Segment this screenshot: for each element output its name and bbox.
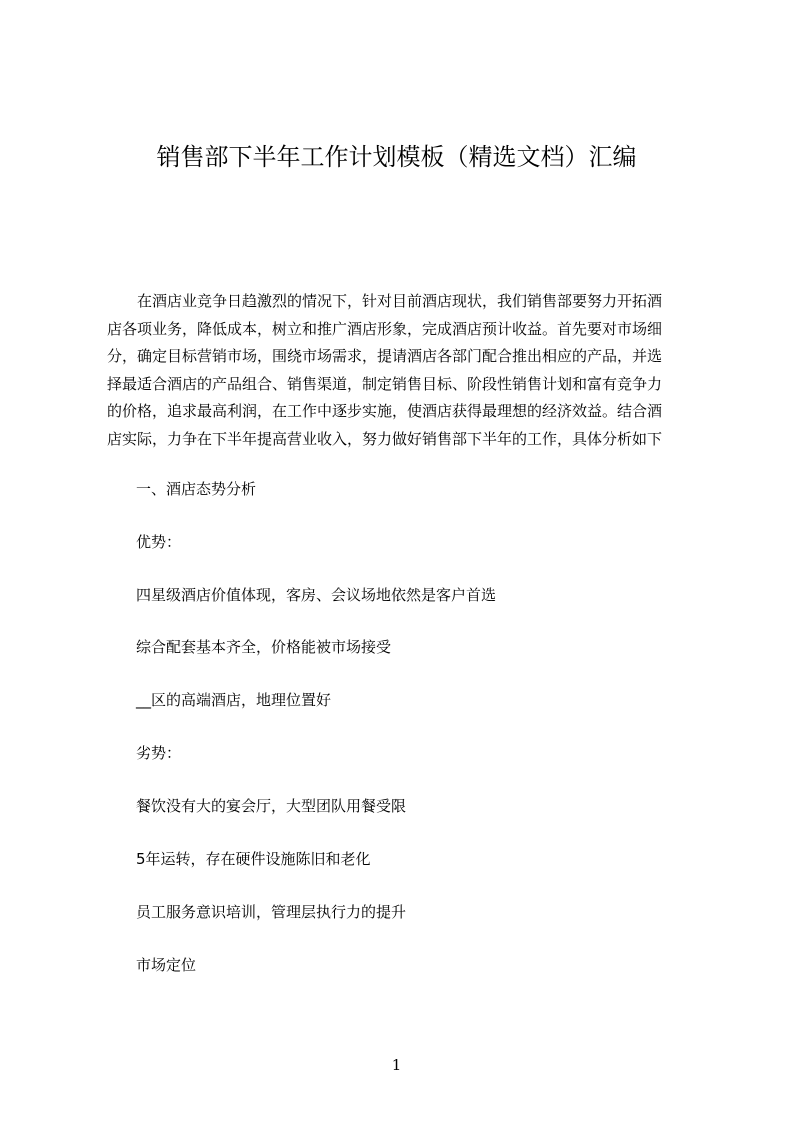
intro-line: 在酒店业竞争日趋激烈的情况下，针对目前酒店现状，我们销售部要努力开拓酒	[137, 292, 663, 310]
weakness-item: 5年运转，存在硬件设施陈旧和老化	[136, 850, 371, 868]
intro-paragraph	[107, 288, 702, 453]
strength-item: __区的高端酒店，地理位置好	[136, 691, 332, 709]
intro-line: 的价格，追求最高利润，在工作中逐步实施，使酒店获得最理想的经济效益。结合酒	[107, 402, 663, 420]
document-title: 销售部下半年工作计划模板（精选文档）汇编	[156, 143, 637, 171]
page-number: 1	[391, 1056, 402, 1074]
section-heading: 一、酒店态势分析	[136, 480, 257, 498]
market-positioning-label: 市场定位	[136, 956, 197, 974]
weakness-item: 餐饮没有大的宴会厅，大型团队用餐受限	[136, 797, 407, 815]
strength-item: 四星级酒店价值体现，客房、会议场地依然是客户首选	[136, 586, 497, 604]
weakness-item: 员工服务意识培训，管理层执行力的提升	[136, 903, 407, 921]
intro-line: 择最适合酒店的产品组合、销售渠道，制定销售目标、阶段性销售计划和富有竞争力	[107, 374, 663, 393]
strengths-label: 优势：	[136, 533, 182, 551]
intro-line: 店各项业务，降低成本，树立和推广酒店形象，完成酒店预计收益。首先要对市场细	[107, 319, 663, 338]
intro-line: 分，确定目标营销市场，围绕市场需求，提请酒店各部门配合推出相应的产品，并选	[107, 347, 663, 365]
weaknesses-label: 劣势：	[136, 744, 182, 762]
strength-item: 综合配套基本齐全，价格能被市场接受	[136, 638, 392, 656]
intro-line: 店实际，力争在下半年提高营业收入，努力做好销售部下半年的工作，具体分析如下	[107, 429, 663, 448]
